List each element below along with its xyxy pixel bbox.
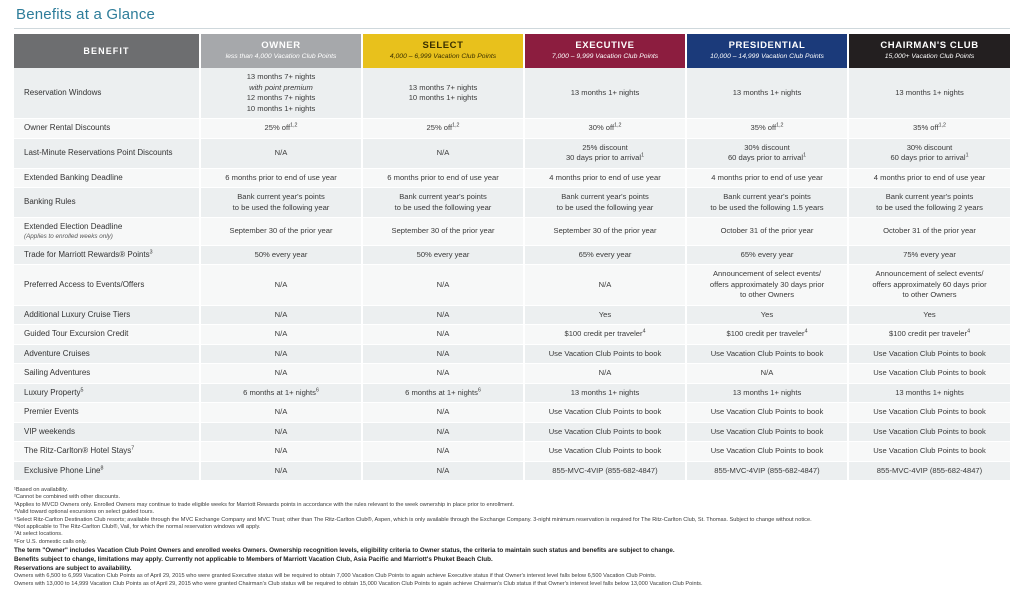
page-title: Benefits at a Glance: [16, 6, 156, 23]
benefit-value-cell: Use Vacation Club Points to book: [686, 344, 848, 364]
table-row: [14, 422, 1010, 442]
benefit-value-cell: 30% discount 60 days prior to arrival$^1$: [686, 138, 848, 168]
benefit-value-cell: 25% off$^{1,2}$: [362, 119, 524, 139]
benefit-value-cell: Use Vacation Club Points to book: [848, 364, 1010, 384]
benefit-name-cell: Extended Banking Deadline: [14, 168, 200, 188]
benefit-name-cell: Adventure Cruises: [14, 344, 200, 364]
benefit-name-cell: Extended Election Deadline (Applies to enrolled weeks only): [14, 218, 200, 246]
benefit-value-cell: 13 months 1+ nights: [524, 68, 686, 119]
benefit-value-cell: Use Vacation Club Points to book: [848, 442, 1010, 462]
column-header-subtitle: less than 4,000 Vacation Club Points: [225, 53, 337, 60]
benefit-value-cell: N/A: [200, 364, 362, 384]
benefit-value-cell: N/A: [362, 344, 524, 364]
benefit-value-cell: 4 months prior to end of use year: [686, 168, 848, 188]
footnote-line: ⁷At select locations.: [14, 531, 63, 538]
column-header-subtitle: 15,000+ Vacation Club Points: [884, 53, 975, 60]
column-header-subtitle: 10,000 – 14,999 Vacation Club Points: [710, 53, 824, 60]
benefit-name-cell: Reservation Windows: [14, 68, 200, 119]
benefit-value-cell: 30% discount 60 days prior to arrival$^1$: [848, 138, 1010, 168]
benefit-value-cell: 13 months 7+ nights with point premium 12 months 7+ nights 10 months 1+ nights: [200, 68, 362, 119]
benefit-value-cell: 6 months prior to end of use year: [362, 168, 524, 188]
benefit-value-cell: N/A: [362, 422, 524, 442]
benefit-value-cell: Announcement of select events/ offers approximately 30 days prior to other Owners: [686, 265, 848, 306]
benefit-value-cell: N/A: [362, 364, 524, 384]
benefit-value-cell: N/A: [686, 364, 848, 384]
benefit-value-cell: 13 months 1+ nights: [524, 383, 686, 403]
benefit-value-cell: 4 months prior to end of use year: [524, 168, 686, 188]
benefit-value-cell: Use Vacation Club Points to book: [686, 403, 848, 423]
table-row: [14, 403, 1010, 423]
benefit-value-cell: N/A: [362, 265, 524, 306]
benefit-value-cell: N/A: [200, 138, 362, 168]
benefits-table: [14, 34, 1010, 481]
column-header-title: PRESIDENTIAL: [728, 40, 806, 51]
benefit-value-cell: 65% every year: [686, 245, 848, 265]
benefit-value-cell: 25% discount 30 days prior to arrival$^1$: [524, 138, 686, 168]
benefit-value-cell: Bank current year's points to be used the following 1.5 years: [686, 188, 848, 218]
table-row: [14, 364, 1010, 384]
benefit-value-cell: October 31 of the prior year: [848, 218, 1010, 246]
footnote-line: ¹Based on availability.: [14, 487, 68, 493]
benefit-value-cell: 35% off$^{1,2}$: [848, 119, 1010, 139]
benefit-value-cell: Use Vacation Club Points to book: [524, 403, 686, 423]
benefit-value-cell: Use Vacation Club Points to book: [686, 442, 848, 462]
column-header-benefit: [14, 34, 200, 68]
benefit-value-cell: Bank current year's points to be used the following year: [524, 188, 686, 218]
benefit-value-cell: N/A: [200, 325, 362, 345]
benefit-value-cell: N/A: [200, 442, 362, 462]
table-row: [14, 245, 1010, 265]
benefit-value-cell: $100 credit per traveler$^4$: [848, 325, 1010, 345]
benefit-value-cell: Bank current year's points to be used the following 2 years: [848, 188, 1010, 218]
benefit-value-cell: N/A: [362, 325, 524, 345]
footnotes: [14, 487, 1010, 588]
benefit-value-cell: Use Vacation Club Points to book: [848, 403, 1010, 423]
table-row: [14, 325, 1010, 345]
column-header-subtitle: 7,000 – 9,999 Vacation Club Points: [551, 53, 659, 60]
benefit-value-cell: 6 months prior to end of use year: [200, 168, 362, 188]
footnote-bold-line: The term "Owner" includes Vacation Club Point Owners and enrolled weeks Owners. Ownership recognition levels, eligibility criteria to Owner status, the criteria to maintain such status and benefits are subject to change.: [14, 547, 675, 555]
benefit-value-cell: N/A: [200, 403, 362, 423]
footnote-line: ⁶Not applicable to The Ritz-Carlton Club®, Vail, for which the normal reservation windows will apply.: [14, 524, 261, 531]
benefit-value-cell: N/A: [200, 305, 362, 325]
table-row: [14, 442, 1010, 462]
benefit-value-cell: N/A: [362, 403, 524, 423]
benefit-name-cell: VIP weekends: [14, 422, 200, 442]
column-header-title: EXECUTIVE: [575, 40, 635, 51]
benefit-value-cell: 6 months at 1+ nights$^6$: [362, 383, 524, 403]
footnote-tail-line: Owners with 13,000 to 14,999 Vacation Club Points as of April 29, 2015 who were granted Chairman's Club status will be required to obtain 15,000 Vacation Club Points to again achieve Chairman's Club status if that Owner's interest level falls below 13,000 Vacation Club Points.: [14, 580, 703, 587]
benefit-value-cell: 35% off$^{1,2}$: [686, 119, 848, 139]
benefit-value-cell: N/A: [524, 265, 686, 306]
benefit-value-cell: September 30 of the prior year: [200, 218, 362, 246]
benefit-value-cell: Use Vacation Club Points to book: [524, 422, 686, 442]
benefit-value-cell: October 31 of the prior year: [686, 218, 848, 246]
table-row: [14, 119, 1010, 139]
benefit-name-cell: Sailing Adventures: [14, 364, 200, 384]
column-header-title: OWNER: [261, 40, 301, 51]
column-header-owner: [200, 34, 362, 68]
benefit-name-cell: Luxury Property$^5$: [14, 383, 200, 403]
table-row: [14, 68, 1010, 119]
benefit-value-cell: N/A: [200, 461, 362, 481]
benefit-value-cell: 13 months 1+ nights: [848, 383, 1010, 403]
benefit-name-cell: Premier Events: [14, 403, 200, 423]
benefit-value-cell: $100 credit per traveler$^4$: [524, 325, 686, 345]
benefit-value-cell: September 30 of the prior year: [362, 218, 524, 246]
benefit-value-cell: N/A: [524, 364, 686, 384]
table-row: [14, 168, 1010, 188]
column-header-subtitle: 4,000 – 6,999 Vacation Club Points: [389, 53, 497, 60]
benefit-value-cell: 13 months 1+ nights: [686, 68, 848, 119]
footnote-line: ⁴Valid toward optional excursions on select guided tours.: [14, 509, 155, 516]
table-row: [14, 344, 1010, 364]
benefit-name-cell: Last-Minute Reservations Point Discounts: [14, 138, 200, 168]
benefit-value-cell: Bank current year's points to be used the following year: [200, 188, 362, 218]
table-body: [14, 68, 1010, 481]
benefit-value-cell: 855-MVC-4VIP (855-682-4847): [848, 461, 1010, 481]
benefit-value-cell: Use Vacation Club Points to book: [848, 344, 1010, 364]
column-header-presidential: [686, 34, 848, 68]
benefit-name-cell: Banking Rules: [14, 188, 200, 218]
header-row: [14, 34, 1010, 68]
column-header-title: BENEFIT: [83, 46, 130, 56]
benefit-value-cell: N/A: [362, 442, 524, 462]
benefit-value-cell: 50% every year: [362, 245, 524, 265]
benefit-name-cell: Guided Tour Excursion Credit: [14, 325, 200, 345]
benefit-value-cell: 855-MVC-4VIP (855-682-4847): [686, 461, 848, 481]
benefit-value-cell: Yes: [524, 305, 686, 325]
benefit-name-cell: Preferred Access to Events/Offers: [14, 265, 200, 306]
benefit-value-cell: N/A: [362, 138, 524, 168]
table-row: [14, 265, 1010, 306]
column-header-chairmans: [848, 34, 1010, 68]
benefit-value-cell: 50% every year: [200, 245, 362, 265]
benefit-value-cell: Use Vacation Club Points to book: [686, 422, 848, 442]
benefit-value-cell: 75% every year: [848, 245, 1010, 265]
footnote-line: ²Cannot be combined with other discounts.: [14, 494, 121, 501]
table-header: [14, 34, 1010, 68]
table-row: [14, 218, 1010, 246]
benefit-value-cell: Use Vacation Club Points to book: [524, 344, 686, 364]
column-header-title: SELECT: [422, 40, 464, 51]
footnote-bold-line: Reservations are subject to availability.: [14, 565, 132, 573]
benefit-value-cell: N/A: [200, 422, 362, 442]
benefit-name-cell: Exclusive Phone Line$^8$: [14, 461, 200, 481]
column-header-select: [362, 34, 524, 68]
benefit-value-cell: N/A: [362, 461, 524, 481]
table-row: [14, 461, 1010, 481]
benefit-value-cell: $100 credit per traveler$^4$: [686, 325, 848, 345]
benefit-value-cell: 30% off$^{1,2}$: [524, 119, 686, 139]
footnote-line: ⁵Select Ritz-Carlton Destination Club resorts; available through the MVC Exchange Company and MVC Trust; other than The Ritz-Carlton Club®, Aspen, which is only available through the Exchange Company. 3-night minimum reservation is required for The Ritz-Carlton Club, St. Thomas. Subject to change without notice.: [14, 516, 812, 523]
benefit-value-cell: N/A: [200, 344, 362, 364]
benefit-value-cell: Use Vacation Club Points to book: [524, 442, 686, 462]
footnote-bold-line: Benefits subject to change, limitations may apply. Currently not applicable to Members of Marriott Vacation Club, Asia Pacific and Marriott's Phuket Beach Club.: [14, 556, 493, 564]
title-divider: [14, 28, 1010, 29]
benefit-value-cell: 13 months 1+ nights: [848, 68, 1010, 119]
footnote-line: ³Applies to MVCD Owners only. Enrolled Owners may continue to trade eligible weeks for Marriott Rewards points in accordance with the rules relevant to the week ownership in place prior to enrollment.: [14, 501, 515, 508]
table-row: [14, 305, 1010, 325]
benefit-name-cell: Additional Luxury Cruise Tiers: [14, 305, 200, 325]
benefit-value-cell: Use Vacation Club Points to book: [848, 422, 1010, 442]
benefit-value-cell: Bank current year's points to be used the following year: [362, 188, 524, 218]
benefit-value-cell: 13 months 1+ nights: [686, 383, 848, 403]
benefit-value-cell: Yes: [686, 305, 848, 325]
benefit-value-cell: Announcement of select events/ offers approximately 60 days prior to other Owners: [848, 265, 1010, 306]
benefit-value-cell: N/A: [362, 305, 524, 325]
benefit-value-cell: Yes: [848, 305, 1010, 325]
column-header-title: CHAIRMAN'S CLUB: [880, 40, 979, 51]
benefit-value-cell: 13 months 7+ nights 10 months 1+ nights: [362, 68, 524, 119]
table-row: [14, 188, 1010, 218]
benefit-value-cell: 855-MVC-4VIP (855-682-4847): [524, 461, 686, 481]
footnote-line: ⁸For U.S. domestic calls only.: [14, 538, 87, 545]
benefit-value-cell: 65% every year: [524, 245, 686, 265]
table-row: [14, 138, 1010, 168]
benefit-value-cell: 4 months prior to end of use year: [848, 168, 1010, 188]
benefit-value-cell: N/A: [200, 265, 362, 306]
table-row: [14, 383, 1010, 403]
benefit-value-cell: 25% off$^{1,2}$: [200, 119, 362, 139]
column-header-executive: [524, 34, 686, 68]
benefit-name-cell: The Ritz-Carlton® Hotel Stays$^7$: [14, 442, 200, 462]
benefit-name-cell: Owner Rental Discounts: [14, 119, 200, 139]
benefit-name-cell: Trade for Marriott Rewards® Points$^3$: [14, 245, 200, 265]
benefit-value-cell: September 30 of the prior year: [524, 218, 686, 246]
footnote-tail-line: Owners with 6,500 to 6,999 Vacation Club Points as of April 29, 2015 who were granted Executive status will be required to obtain 7,000 Vacation Club Points to again achieve Executive status if that Owner's interest level falls below 6,500 Vacation Club Points.: [14, 573, 657, 580]
benefit-value-cell: 6 months at 1+ nights$^6$: [200, 383, 362, 403]
